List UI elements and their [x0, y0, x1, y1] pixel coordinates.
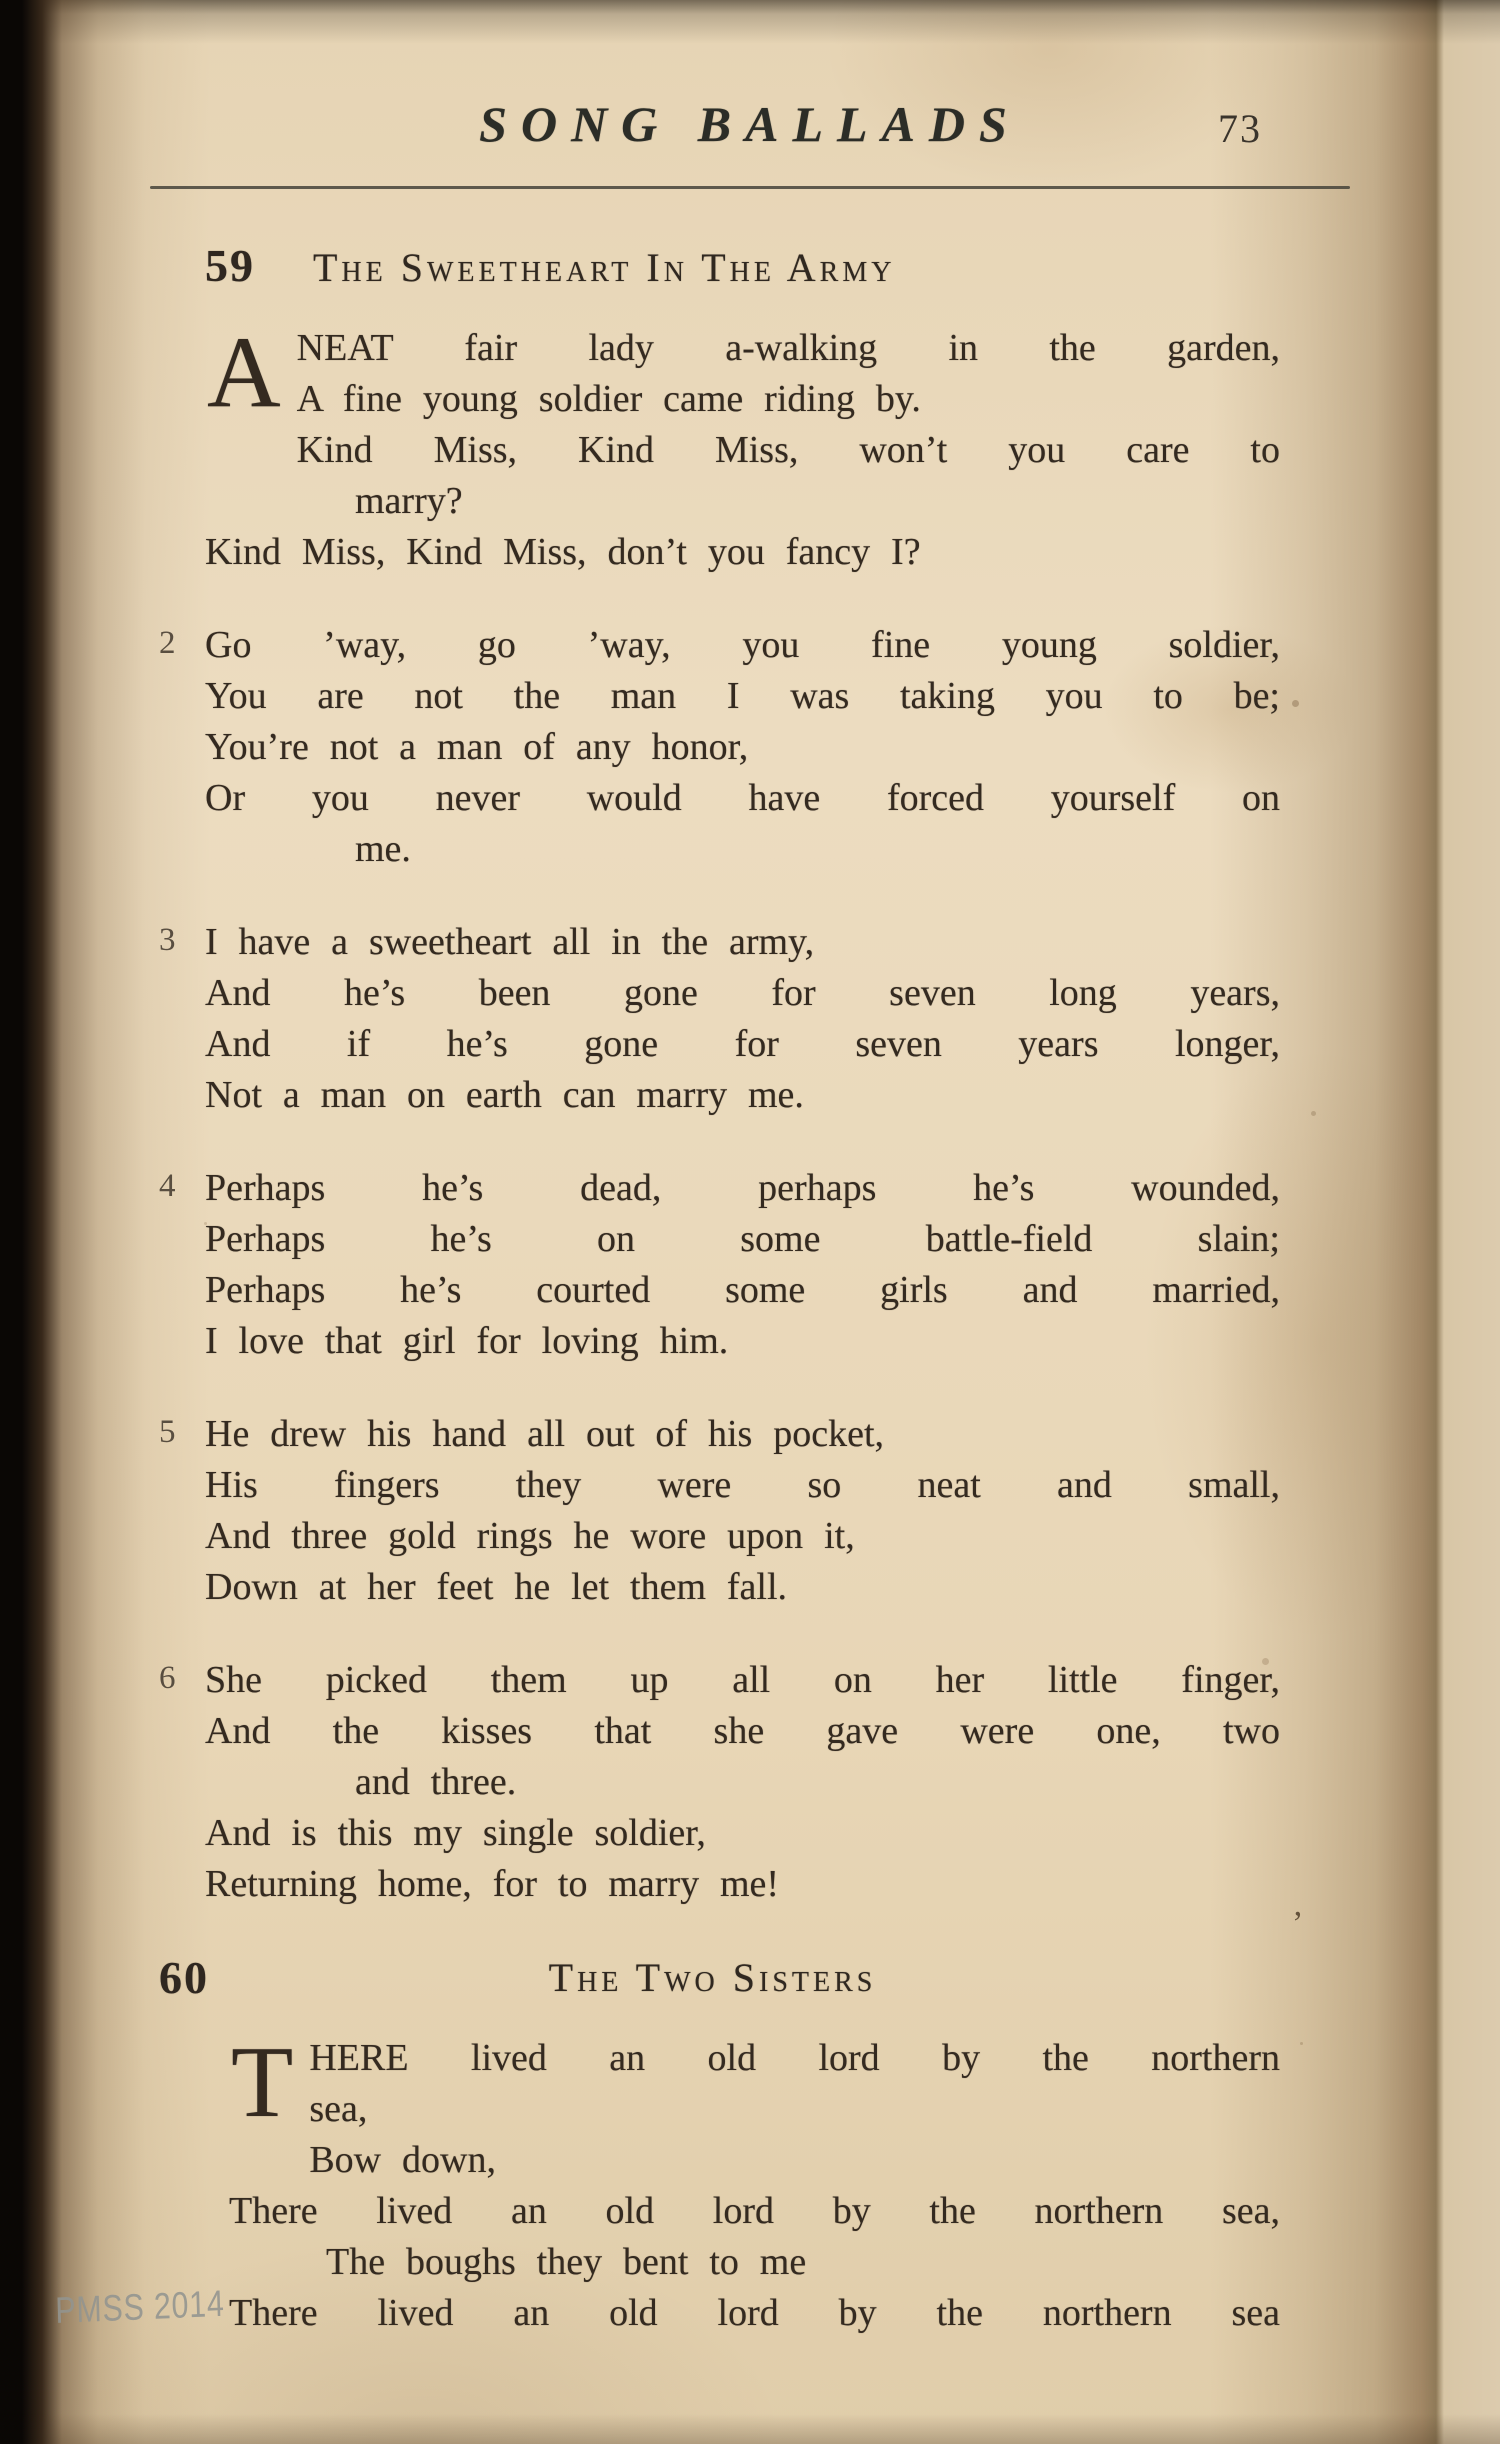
verse-line: There lived an old lord by the northern sea,	[229, 2190, 1280, 2232]
verse-line: Perhaps he’s on some battle-field slain;	[205, 1218, 1280, 1260]
verse-line: Kind Miss, Kind Miss, won’t you care to	[296, 429, 1280, 471]
verse	[159, 1163, 1280, 1367]
verse-line: And if he’s gone for seven years longer,	[205, 1023, 1280, 1065]
header-rule	[150, 186, 1350, 189]
verse-line: I have a sweetheart all in the army,	[205, 921, 815, 963]
verse-line: Not a man on earth can marry me.	[205, 1074, 804, 1116]
verse-line: Bow down,	[309, 2139, 496, 2181]
verse-number: 3	[159, 922, 176, 958]
verse-line: Down at her feet he let them fall.	[205, 1566, 788, 1608]
verse-line: A fine young soldier came riding by.	[296, 378, 921, 420]
verse-line: You are not the man I was taking you to be;	[205, 675, 1280, 717]
song-heading	[205, 240, 1280, 293]
songs-content	[159, 240, 1280, 2381]
verse-line: And the kisses that she gave were one, two	[205, 1710, 1280, 1752]
verse-line: HERE lived an old lord by the northern	[309, 2037, 1280, 2079]
verse-line: His fingers they were so neat and small,	[205, 1464, 1280, 1506]
dropcap-letter: A	[207, 316, 281, 429]
verse-number: 2	[159, 625, 176, 661]
verse-line: And is this my single soldier,	[205, 1812, 706, 1854]
verse-line: Perhaps he’s courted some girls and married,	[205, 1269, 1280, 1311]
song-heading	[159, 1952, 1280, 2003]
verse-line: You’re not a man of any honor,	[205, 726, 749, 768]
song-title: The Two Sisters	[548, 1955, 877, 2000]
verse-line: She picked them up all on her little finger,	[205, 1659, 1280, 1701]
archive-watermark: PMSS 2014	[54, 2282, 226, 2332]
song-59	[159, 240, 1280, 1910]
verse-line: Returning home, for to marry me!	[205, 1863, 780, 1905]
verse-line: And he’s been gone for seven long years,	[205, 972, 1280, 1014]
song-60	[159, 1952, 1280, 2339]
dropcap-letter: T	[231, 2026, 294, 2139]
verse	[205, 2026, 1280, 2339]
verse	[159, 1655, 1280, 1910]
verse-line: and three.	[355, 1761, 517, 1803]
page-header	[150, 95, 1350, 165]
verse-line: Or you never would have forced yourself on	[205, 777, 1280, 819]
verse-line: And three gold rings he wore upon it,	[205, 1515, 855, 1557]
page-number: 73	[1218, 106, 1262, 151]
verse	[159, 917, 1280, 1121]
verse-line: He drew his hand all out of his pocket,	[205, 1413, 885, 1455]
foxing-specks	[1292, 700, 1299, 707]
stray-ink-mark: ’	[1292, 1905, 1304, 1942]
verse-line: There lived an old lord by the northern sea	[229, 2292, 1280, 2334]
song-number: 59	[205, 240, 255, 291]
verse-line: marry?	[355, 480, 463, 522]
verse-line: me.	[355, 828, 411, 870]
verse-line: The boughs they bent to me	[326, 2241, 807, 2283]
verse-line: Kind Miss, Kind Miss, don’t you fancy I?	[205, 531, 921, 573]
verse-line: NEAT fair lady a-walking in the garden,	[296, 327, 1280, 369]
verse-line: sea,	[309, 2088, 368, 2130]
verse-number: 5	[159, 1414, 176, 1450]
verse-line: Perhaps he’s dead, perhaps he’s wounded,	[205, 1167, 1280, 1209]
verse-number: 6	[159, 1660, 176, 1696]
verse-number: 4	[159, 1168, 176, 1204]
verse-line: I love that girl for loving him.	[205, 1320, 729, 1362]
running-head-title: SONG BALLADS	[479, 96, 1021, 152]
song-number: 60	[159, 1952, 209, 2003]
verse	[205, 316, 1280, 578]
verse	[159, 620, 1280, 875]
verse	[159, 1409, 1280, 1613]
song-title: The Sweetheart In The Army	[313, 245, 896, 290]
verse-line: Go ’way, go ’way, you fine young soldier,	[205, 624, 1280, 666]
